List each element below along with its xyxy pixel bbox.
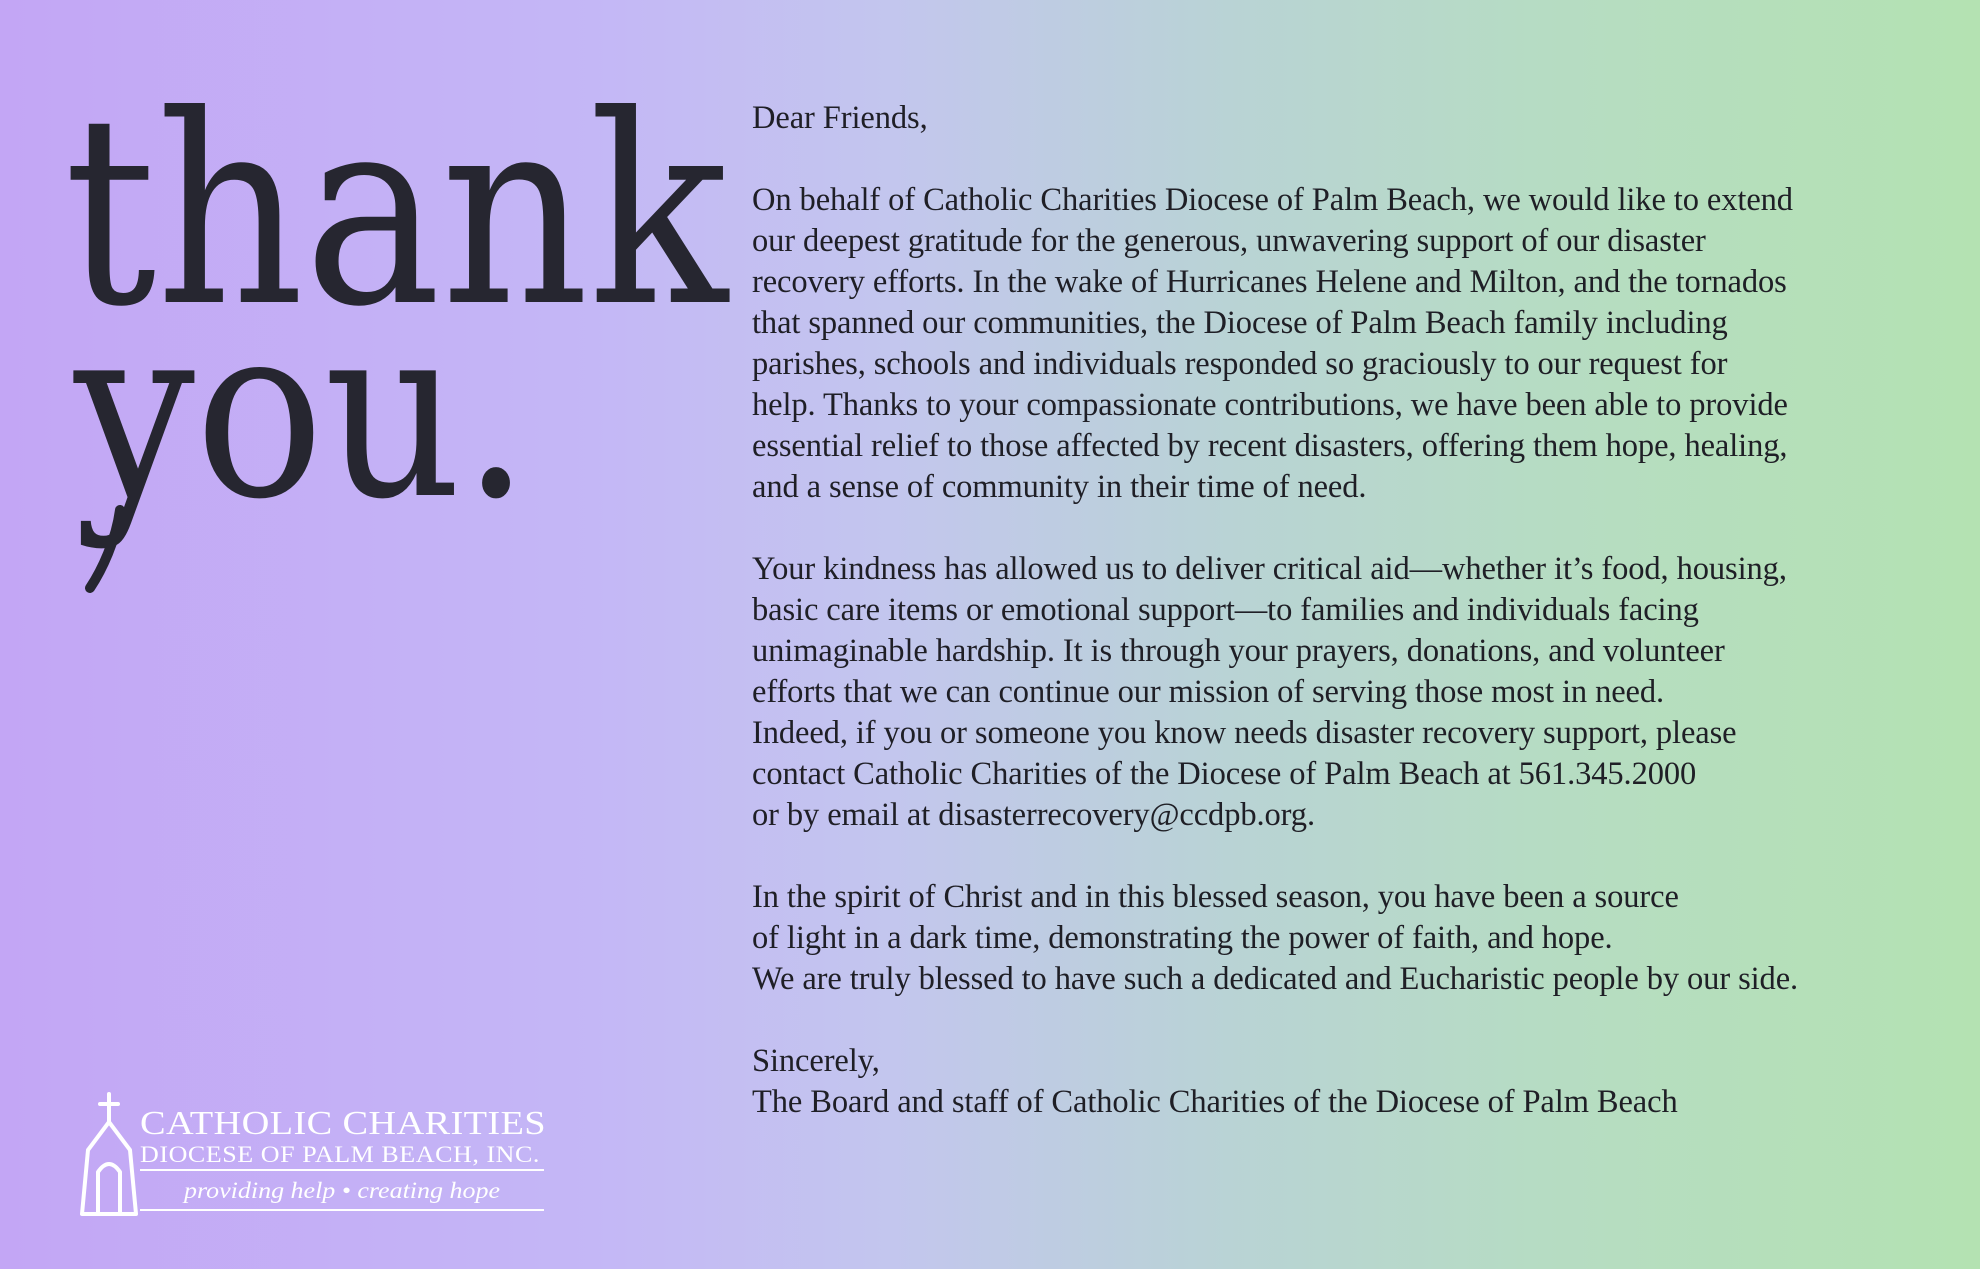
paragraph-line: or by email at disasterrecovery@ccdpb.org. [752, 797, 1315, 833]
paragraph-line: essential relief to those affected by recent disasters, offering them hope, healing, [752, 428, 1788, 464]
logo-tagline: providing help • creating hope [181, 1178, 500, 1203]
headline-graphic [60, 40, 740, 620]
paragraph-line: recovery efforts. In the wake of Hurricanes Helene and Milton, and the tornados [752, 264, 1787, 300]
paragraph-line: of light in a dark time, demonstrating the power of faith, and hope. [752, 920, 1613, 956]
paragraph-line: parishes, schools and individuals responded so graciously to our request for [752, 346, 1728, 382]
paragraph-line: Your kindness has allowed us to deliver critical aid—whether it’s food, housing, [752, 551, 1787, 587]
paragraph-line: contact Catholic Charities of the Diocese of Palm Beach at 561.345.2000 [752, 756, 1697, 792]
logo-title: CATHOLIC CHARITIES [140, 1105, 546, 1142]
paragraph-3 [752, 877, 1952, 1000]
logo-subtitle: DIOCESE OF PALM BEACH, INC. [140, 1142, 540, 1167]
salutation: Dear Friends, [752, 100, 928, 136]
paragraph-line: unimaginable hardship. It is through your prayers, donations, and volunteer [752, 633, 1725, 669]
headline-line-2: you. [73, 272, 531, 552]
paragraph-line: We are truly blessed to have such a dedicated and Eucharistic people by our side. [752, 961, 1799, 997]
closing-block [752, 1041, 1952, 1123]
headline-line-1: thank [64, 59, 733, 364]
paragraph-line: basic care items or emotional support—to families and individuals facing [752, 592, 1699, 628]
paragraph-line: our deepest gratitude for the generous, unwavering support of our disaster [752, 223, 1706, 259]
closing: Sincerely, [752, 1043, 880, 1079]
paragraph-line: In the spirit of Christ and in this blessed season, you have been a source [752, 879, 1679, 915]
paragraph-line: and a sense of community in their time of need. [752, 469, 1367, 505]
thank-you-headline [60, 40, 740, 620]
paragraph-line: help. Thanks to your compassionate contributions, we have been able to provide [752, 387, 1788, 423]
paragraph-line: Indeed, if you or someone you know needs disaster recovery support, please [752, 715, 1737, 751]
paragraph-line: efforts that we can continue our mission of serving those most in need. [752, 674, 1665, 710]
letter-body [752, 98, 1952, 1164]
catholic-charities-logo [78, 1092, 558, 1216]
paragraph-2 [752, 549, 1952, 836]
paragraph-1 [752, 180, 1952, 508]
paragraph-line: On behalf of Catholic Charities Diocese of Palm Beach, we would like to extend [752, 182, 1793, 218]
church-cross-icon [82, 1094, 136, 1214]
paragraph-line: that spanned our communities, the Diocese of Palm Beach family including [752, 305, 1728, 341]
logo-graphic [78, 1092, 558, 1216]
signature: The Board and staff of Catholic Charities of the Diocese of Palm Beach [752, 1084, 1678, 1120]
